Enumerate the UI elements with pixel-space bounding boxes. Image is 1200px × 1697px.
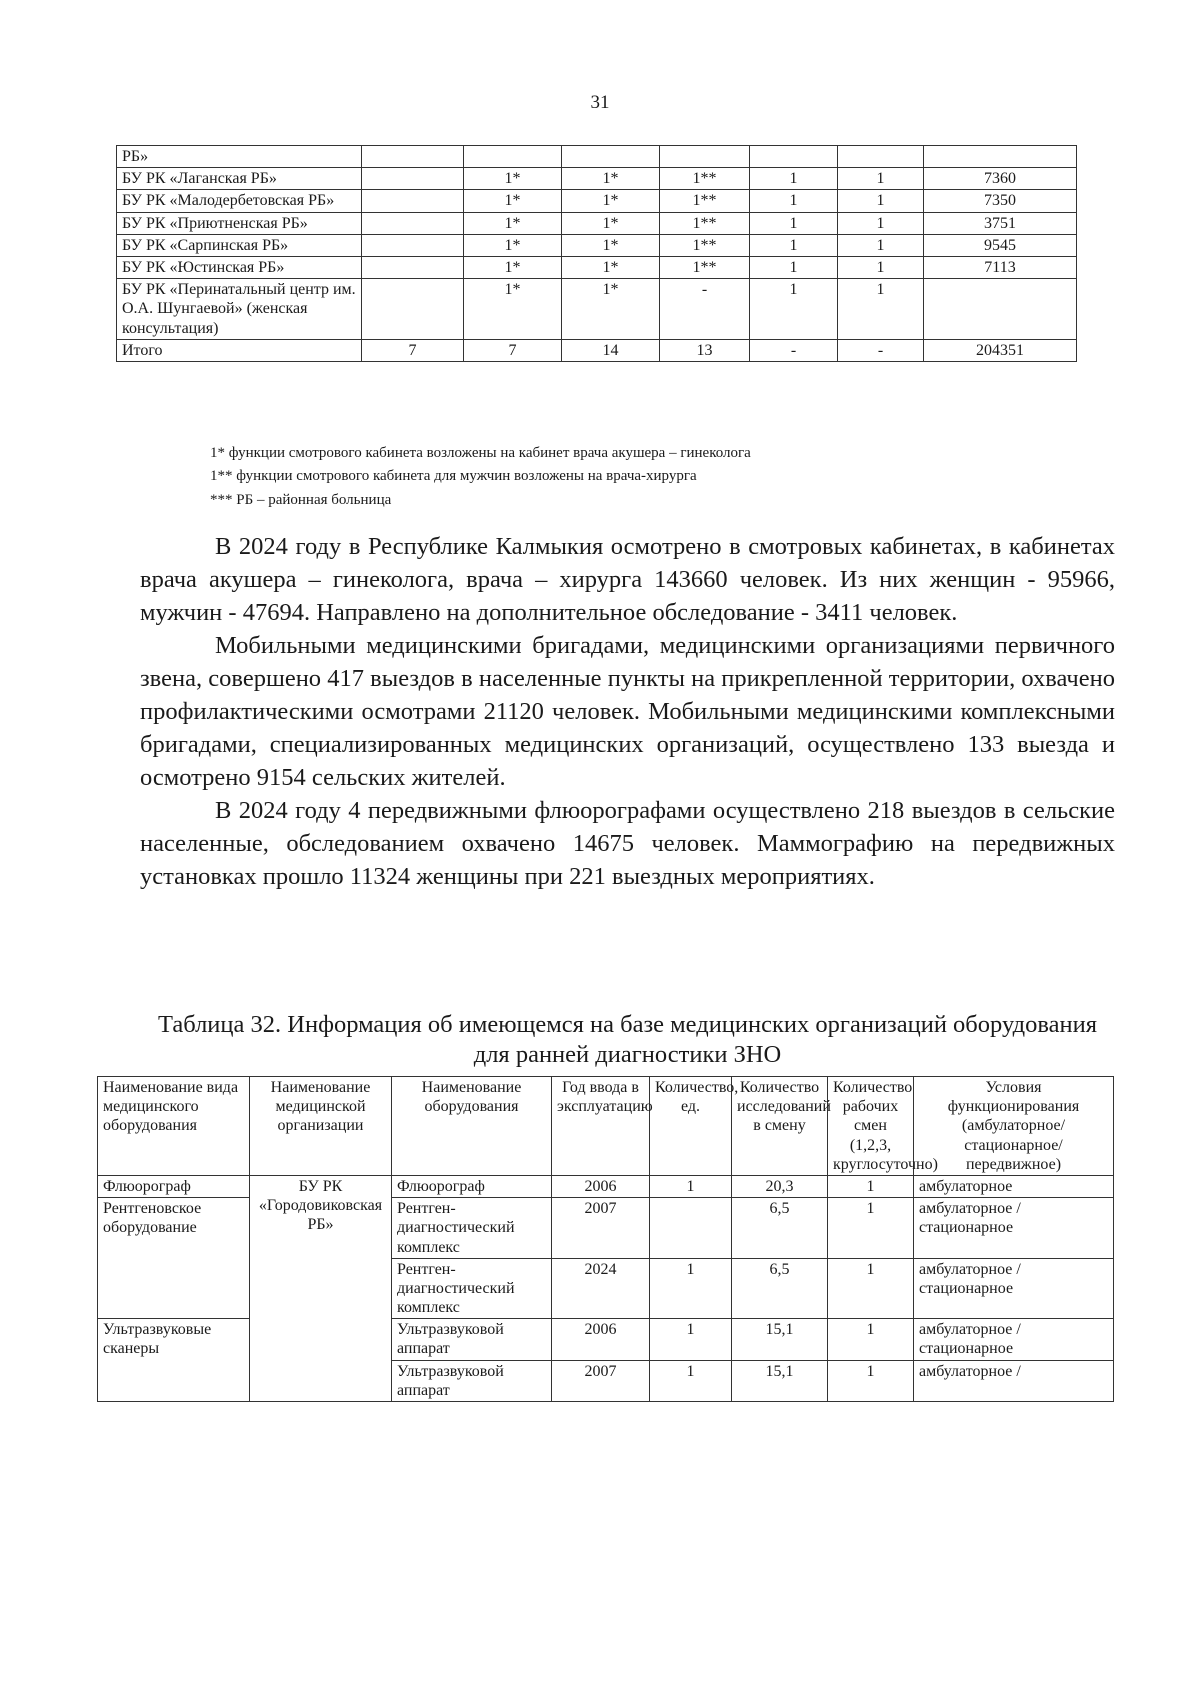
header-row [98,1077,1114,1176]
value-cell [362,212,464,234]
column-header: Наименование вида медицинского оборудования [98,1077,250,1176]
value-cell: 1 [838,168,924,190]
value-cell: 1 [750,190,838,212]
quantity-cell: 1 [650,1360,732,1401]
value-cell: 1* [562,279,660,340]
table-row [117,212,1077,234]
conditions-cell: амбулаторное [914,1175,1114,1197]
shifts-cell: 1 [828,1319,914,1360]
value-cell: 1* [562,168,660,190]
footnote: 1* функции смотрового кабинета возложены на кабинет врача акушера – гинеколога [210,445,751,461]
table-row [98,1175,1114,1197]
studies-cell: 15,1 [732,1319,828,1360]
value-cell: 1* [464,256,562,278]
table-row [117,256,1077,278]
studies-cell: 6,5 [732,1198,828,1259]
column-header: Количество рабочих смен (1,2,3, круглосуточно) [828,1077,914,1176]
value-cell: 1 [838,212,924,234]
paragraph: Мобильными медицинскими бригадами, медицинскими организациями первичного звена, совершено 417 выездов в населенные пункты на прикрепленной территории, охвачено профилактическими осмотрами 21120 человек. Мобильными медицинскими комплексными бригадами, специализированных медицинских организаций, осуществлено 133 выезда и осмотрено 9154 сельских жителей. [140,632,1115,791]
organization-cell: Итого [117,339,362,361]
value-cell [362,168,464,190]
table-row [117,146,1077,168]
value-cell [750,146,838,168]
organization-cell: БУ РК «Перинатальный центр им. О.А. Шунгаевой» (женская консультация) [117,279,362,340]
footnote: 1** функции смотрового кабинета для мужчин возложены на врача-хирурга [210,468,697,485]
value-cell: 14 [562,339,660,361]
equipment-kind-cell: Рентгеновское оборудование [98,1198,250,1319]
value-cell: 1** [660,168,750,190]
value-cell: 1* [562,190,660,212]
quantity-cell: 1 [650,1175,732,1197]
value-cell [562,146,660,168]
value-cell: 1 [750,256,838,278]
value-cell: 7113 [924,256,1077,278]
value-cell: 1* [464,168,562,190]
equipment-cell: Ультразвуковой аппарат [392,1319,552,1360]
value-cell: 1* [464,234,562,256]
value-cell [362,256,464,278]
value-cell: 1 [750,168,838,190]
value-cell: 1* [562,256,660,278]
value-cell [464,146,562,168]
value-cell [362,190,464,212]
value-cell: 7350 [924,190,1077,212]
value-cell [838,146,924,168]
value-cell: 1** [660,212,750,234]
table-31-continuation [116,145,1077,362]
value-cell: 13 [660,339,750,361]
table-row [117,339,1077,361]
value-cell: 7 [464,339,562,361]
paragraph: В 2024 году 4 передвижными флюорографами осуществлено 218 выездов в сельские населенные, обследованием охвачено 14675 человек. Маммографию на передвижных установках прошло 11324 женщины при 221 выездных мероприятиях. [140,797,1115,890]
year-cell: 2006 [552,1319,650,1360]
value-cell [362,146,464,168]
column-header: Количество исследований в смену [732,1077,828,1176]
table-row [117,279,1077,340]
organization-cell: БУ РК «Лаганская РБ» [117,168,362,190]
organization-cell: БУ РК «Городовиковская РБ» [250,1175,392,1401]
shifts-cell: 1 [828,1360,914,1401]
equipment-kind-cell: Ультразвуковые сканеры [98,1319,250,1402]
value-cell: 1** [660,190,750,212]
value-cell: 1** [660,234,750,256]
value-cell: 3751 [924,212,1077,234]
conditions-cell: амбулаторное / стационарное [914,1258,1114,1319]
equipment-cell: Рентген-диагностический комплекс [392,1198,552,1259]
value-cell: 1 [750,212,838,234]
value-cell: 9545 [924,234,1077,256]
value-cell: - [838,339,924,361]
conditions-cell: амбулаторное / стационарное [914,1319,1114,1360]
value-cell: 7 [362,339,464,361]
value-cell: 1 [838,190,924,212]
shifts-cell: 1 [828,1175,914,1197]
studies-cell: 6,5 [732,1258,828,1319]
value-cell: 1** [660,256,750,278]
organization-cell: РБ» [117,146,362,168]
page-number: 31 [590,92,610,113]
conditions-cell: амбулаторное / стационарное [914,1198,1114,1259]
organization-cell: БУ РК «Юстинская РБ» [117,256,362,278]
table-row [117,234,1077,256]
value-cell: 1 [838,256,924,278]
value-cell: 1 [838,234,924,256]
table-32-caption: Таблица 32. Информация об имеющемся на базе медицинских организаций оборудования для ранней диагностики ЗНО [157,1011,1097,1068]
footnote: *** РБ – районная больница [210,491,392,508]
paragraph: В 2024 году в Республике Калмыкия осмотрено в смотровых кабинетах, в кабинетах врача акушера – гинеколога, врача – хирурга 143660 человек. Из них женщин - 95966, мужчин - 47694. Направлено на дополнительное обследование - 3411 человек. [140,533,1115,626]
value-cell: 1 [750,234,838,256]
value-cell: 7360 [924,168,1077,190]
column-header: Количество, ед. [650,1077,732,1176]
studies-cell: 20,3 [732,1175,828,1197]
column-header: Наименование медицинской организации [250,1077,392,1176]
value-cell: - [660,279,750,340]
value-cell [362,279,464,340]
value-cell: 1* [464,190,562,212]
studies-cell: 15,1 [732,1360,828,1401]
equipment-kind-cell: Флюорограф [98,1175,250,1197]
column-header: Наименование оборудования [392,1077,552,1176]
value-cell [362,234,464,256]
equipment-cell: Ультразвуковой аппарат [392,1360,552,1401]
value-cell: 1* [464,279,562,340]
shifts-cell: 1 [828,1258,914,1319]
year-cell: 2006 [552,1175,650,1197]
quantity-cell [650,1198,732,1259]
conditions-cell: амбулаторное / [914,1360,1114,1401]
quantity-cell: 1 [650,1258,732,1319]
value-cell: 1* [562,234,660,256]
value-cell: 204351 [924,339,1077,361]
body-text [140,530,1115,893]
value-cell: 1* [562,212,660,234]
equipment-cell: Флюорограф [392,1175,552,1197]
column-header: Условия функционирования (амбулаторное/ стационарное/ передвижное) [914,1077,1114,1176]
value-cell: 1 [750,279,838,340]
value-cell [660,146,750,168]
shifts-cell: 1 [828,1198,914,1259]
organization-cell: БУ РК «Малодербетовская РБ» [117,190,362,212]
value-cell: 1 [838,279,924,340]
organization-cell: БУ РК «Приютненская РБ» [117,212,362,234]
value-cell [924,146,1077,168]
value-cell [924,279,1077,340]
column-header: Год ввода в эксплуатацию [552,1077,650,1176]
organization-cell: БУ РК «Сарпинская РБ» [117,234,362,256]
year-cell: 2007 [552,1360,650,1401]
year-cell: 2024 [552,1258,650,1319]
equipment-cell: Рентген-диагностический комплекс [392,1258,552,1319]
table-row [117,190,1077,212]
quantity-cell: 1 [650,1319,732,1360]
value-cell: - [750,339,838,361]
value-cell: 1* [464,212,562,234]
table-footnotes [210,442,751,512]
year-cell: 2007 [552,1198,650,1259]
table-32 [97,1076,1114,1402]
table-row [117,168,1077,190]
